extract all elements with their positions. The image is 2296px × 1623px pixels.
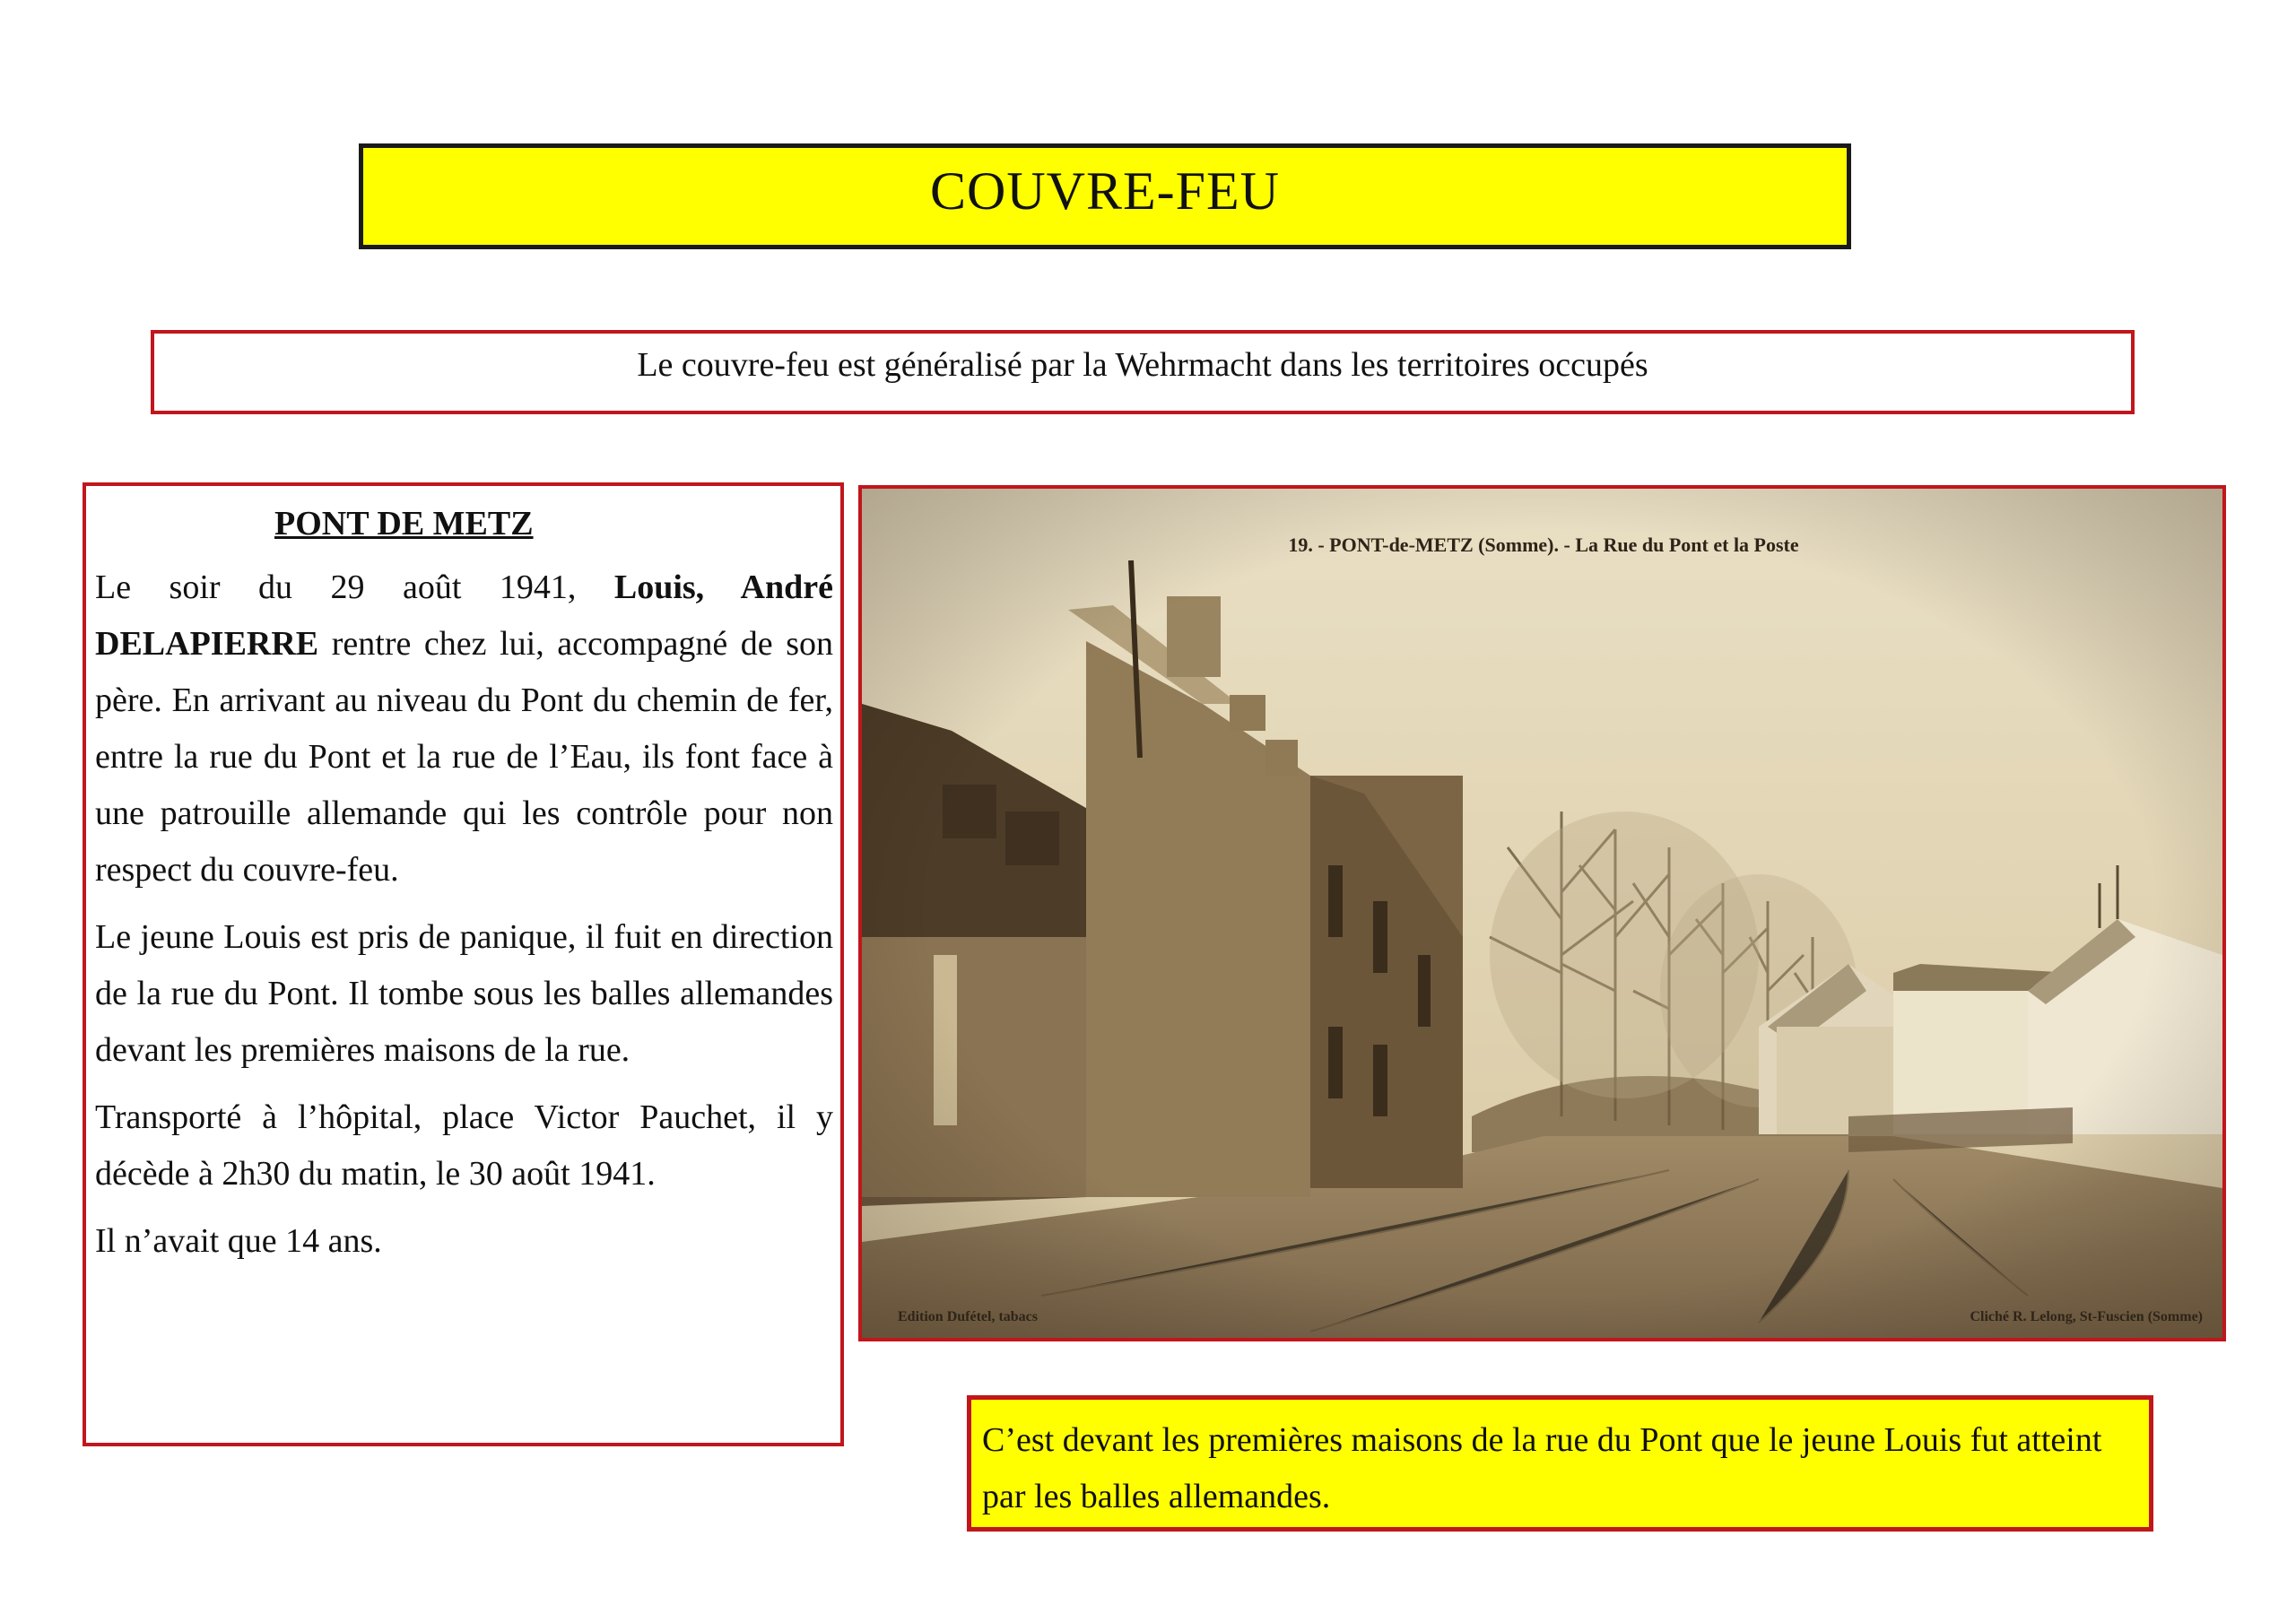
postcard-credit: Cliché R. Lelong, St-Fuscien (Somme) [1970, 1309, 2203, 1324]
postcard-header: 19. - PONT-de-METZ (Somme). - La Rue du Pont et la Poste [1288, 534, 1799, 556]
story-paragraph-3: Transporté à l’hôpital, place Victor Pauchet, il y décède à 2h30 du matin, le 30 août 1941. [95, 1098, 833, 1193]
story-p1-intro: Le soir du 29 août 1941, [95, 568, 614, 606]
postcard-photo [858, 485, 2226, 1341]
story-p1-rest: rentre chez lui, accompagné de son père. En arrivant au niveau du Pont du chemin de fer, entre la rue du Pont et la rue de l’Eau, ils font face à une patrouille allemande qui les contrôle pour non respect du couvre-feu. [95, 625, 833, 889]
postcard-publisher: Edition Dufétel, tabacs [898, 1309, 1038, 1324]
photo-caption-box [967, 1395, 2153, 1532]
story-paragraph-2: Le jeune Louis est pris de panique, il fuit en direction de la rue du Pont. Il tombe sous les balles allemandes devant les premières maisons de la rue. [95, 918, 833, 1069]
page-subtitle: Le couvre-feu est généralisé par la Wehrmacht dans les territoires occupés [637, 346, 1648, 384]
story-paragraph-1 [95, 560, 833, 898]
story-panel [83, 482, 844, 1446]
postcard-street-scene [862, 489, 2222, 1338]
title-banner [359, 143, 1851, 249]
photo-caption: C’est devant les premières maisons de la rue du Pont que le jeune Louis fut atteint par les balles allemandes. [982, 1421, 2102, 1515]
story-heading: PONT DE METZ [274, 505, 534, 542]
subtitle-banner [151, 330, 2135, 414]
victim-name: Louis, André DELAPIERRE [95, 568, 833, 663]
page-title: COUVRE-FEU [929, 161, 1280, 221]
story-paragraph-4: Il n’avait que 14 ans. [95, 1222, 382, 1260]
